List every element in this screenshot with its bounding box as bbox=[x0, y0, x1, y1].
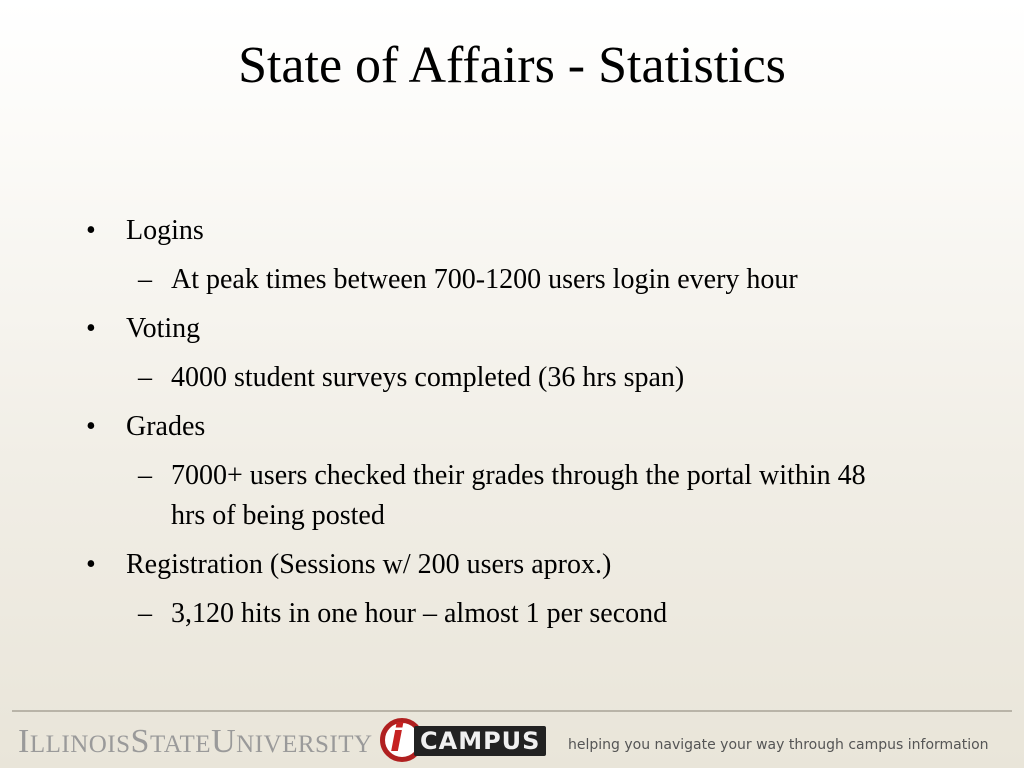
sub-bullet-item bbox=[86, 358, 966, 398]
icampus-logo bbox=[380, 716, 570, 770]
isu-logo-rest: LLINOIS bbox=[29, 731, 131, 758]
slide-footer bbox=[0, 706, 1024, 768]
sub-bullet-marker: – bbox=[138, 362, 152, 393]
bullet-item bbox=[86, 211, 966, 251]
bullet-label: Logins bbox=[126, 215, 204, 246]
isu-logo-initial: S bbox=[130, 723, 150, 760]
sub-bullet-marker: – bbox=[138, 460, 152, 491]
bullet-label: Grades bbox=[126, 411, 206, 442]
sub-bullet-text: 4000 student surveys completed (36 hrs span) bbox=[171, 362, 685, 393]
icampus-logo-word: CAMPUS bbox=[414, 726, 546, 756]
sub-bullet-text: At peak times between 700-1200 users login every hour bbox=[171, 264, 798, 295]
sub-bullet-text: 7000+ users checked their grades through the portal within 48 hrs of being posted bbox=[171, 460, 866, 531]
bullet-marker: • bbox=[86, 215, 96, 246]
sub-bullet-text: 3,120 hits in one hour – almost 1 per second bbox=[171, 598, 668, 629]
bullet-item bbox=[86, 545, 966, 585]
bullet-marker: • bbox=[86, 549, 96, 580]
bullet-list bbox=[86, 211, 966, 634]
isu-logo-rest: TATE bbox=[149, 731, 212, 758]
bullet-label: Voting bbox=[126, 313, 201, 344]
sub-bullet-marker: – bbox=[138, 264, 152, 295]
bullet-item bbox=[86, 407, 966, 447]
bullet-marker: • bbox=[86, 411, 96, 442]
sub-bullet-item bbox=[86, 260, 966, 300]
illinois-state-university-logo bbox=[18, 722, 373, 765]
sub-bullet-item bbox=[86, 456, 966, 536]
isu-logo-initial: U bbox=[211, 723, 237, 760]
bullet-item bbox=[86, 309, 966, 349]
icampus-logo-i: i bbox=[390, 716, 404, 760]
isu-logo-rest: NIVERSITY bbox=[236, 731, 373, 758]
sub-bullet-item bbox=[86, 594, 966, 634]
slide-title: State of Affairs - Statistics bbox=[238, 37, 786, 94]
bullet-marker: • bbox=[86, 313, 96, 344]
bullet-label: Registration (Sessions w/ 200 users aprox.) bbox=[126, 549, 612, 580]
sub-bullet-marker: – bbox=[138, 598, 152, 629]
isu-logo-initial: I bbox=[18, 723, 30, 760]
footer-tagline: helping you navigate your way through campus information bbox=[568, 737, 989, 753]
footer-divider bbox=[12, 710, 1012, 712]
